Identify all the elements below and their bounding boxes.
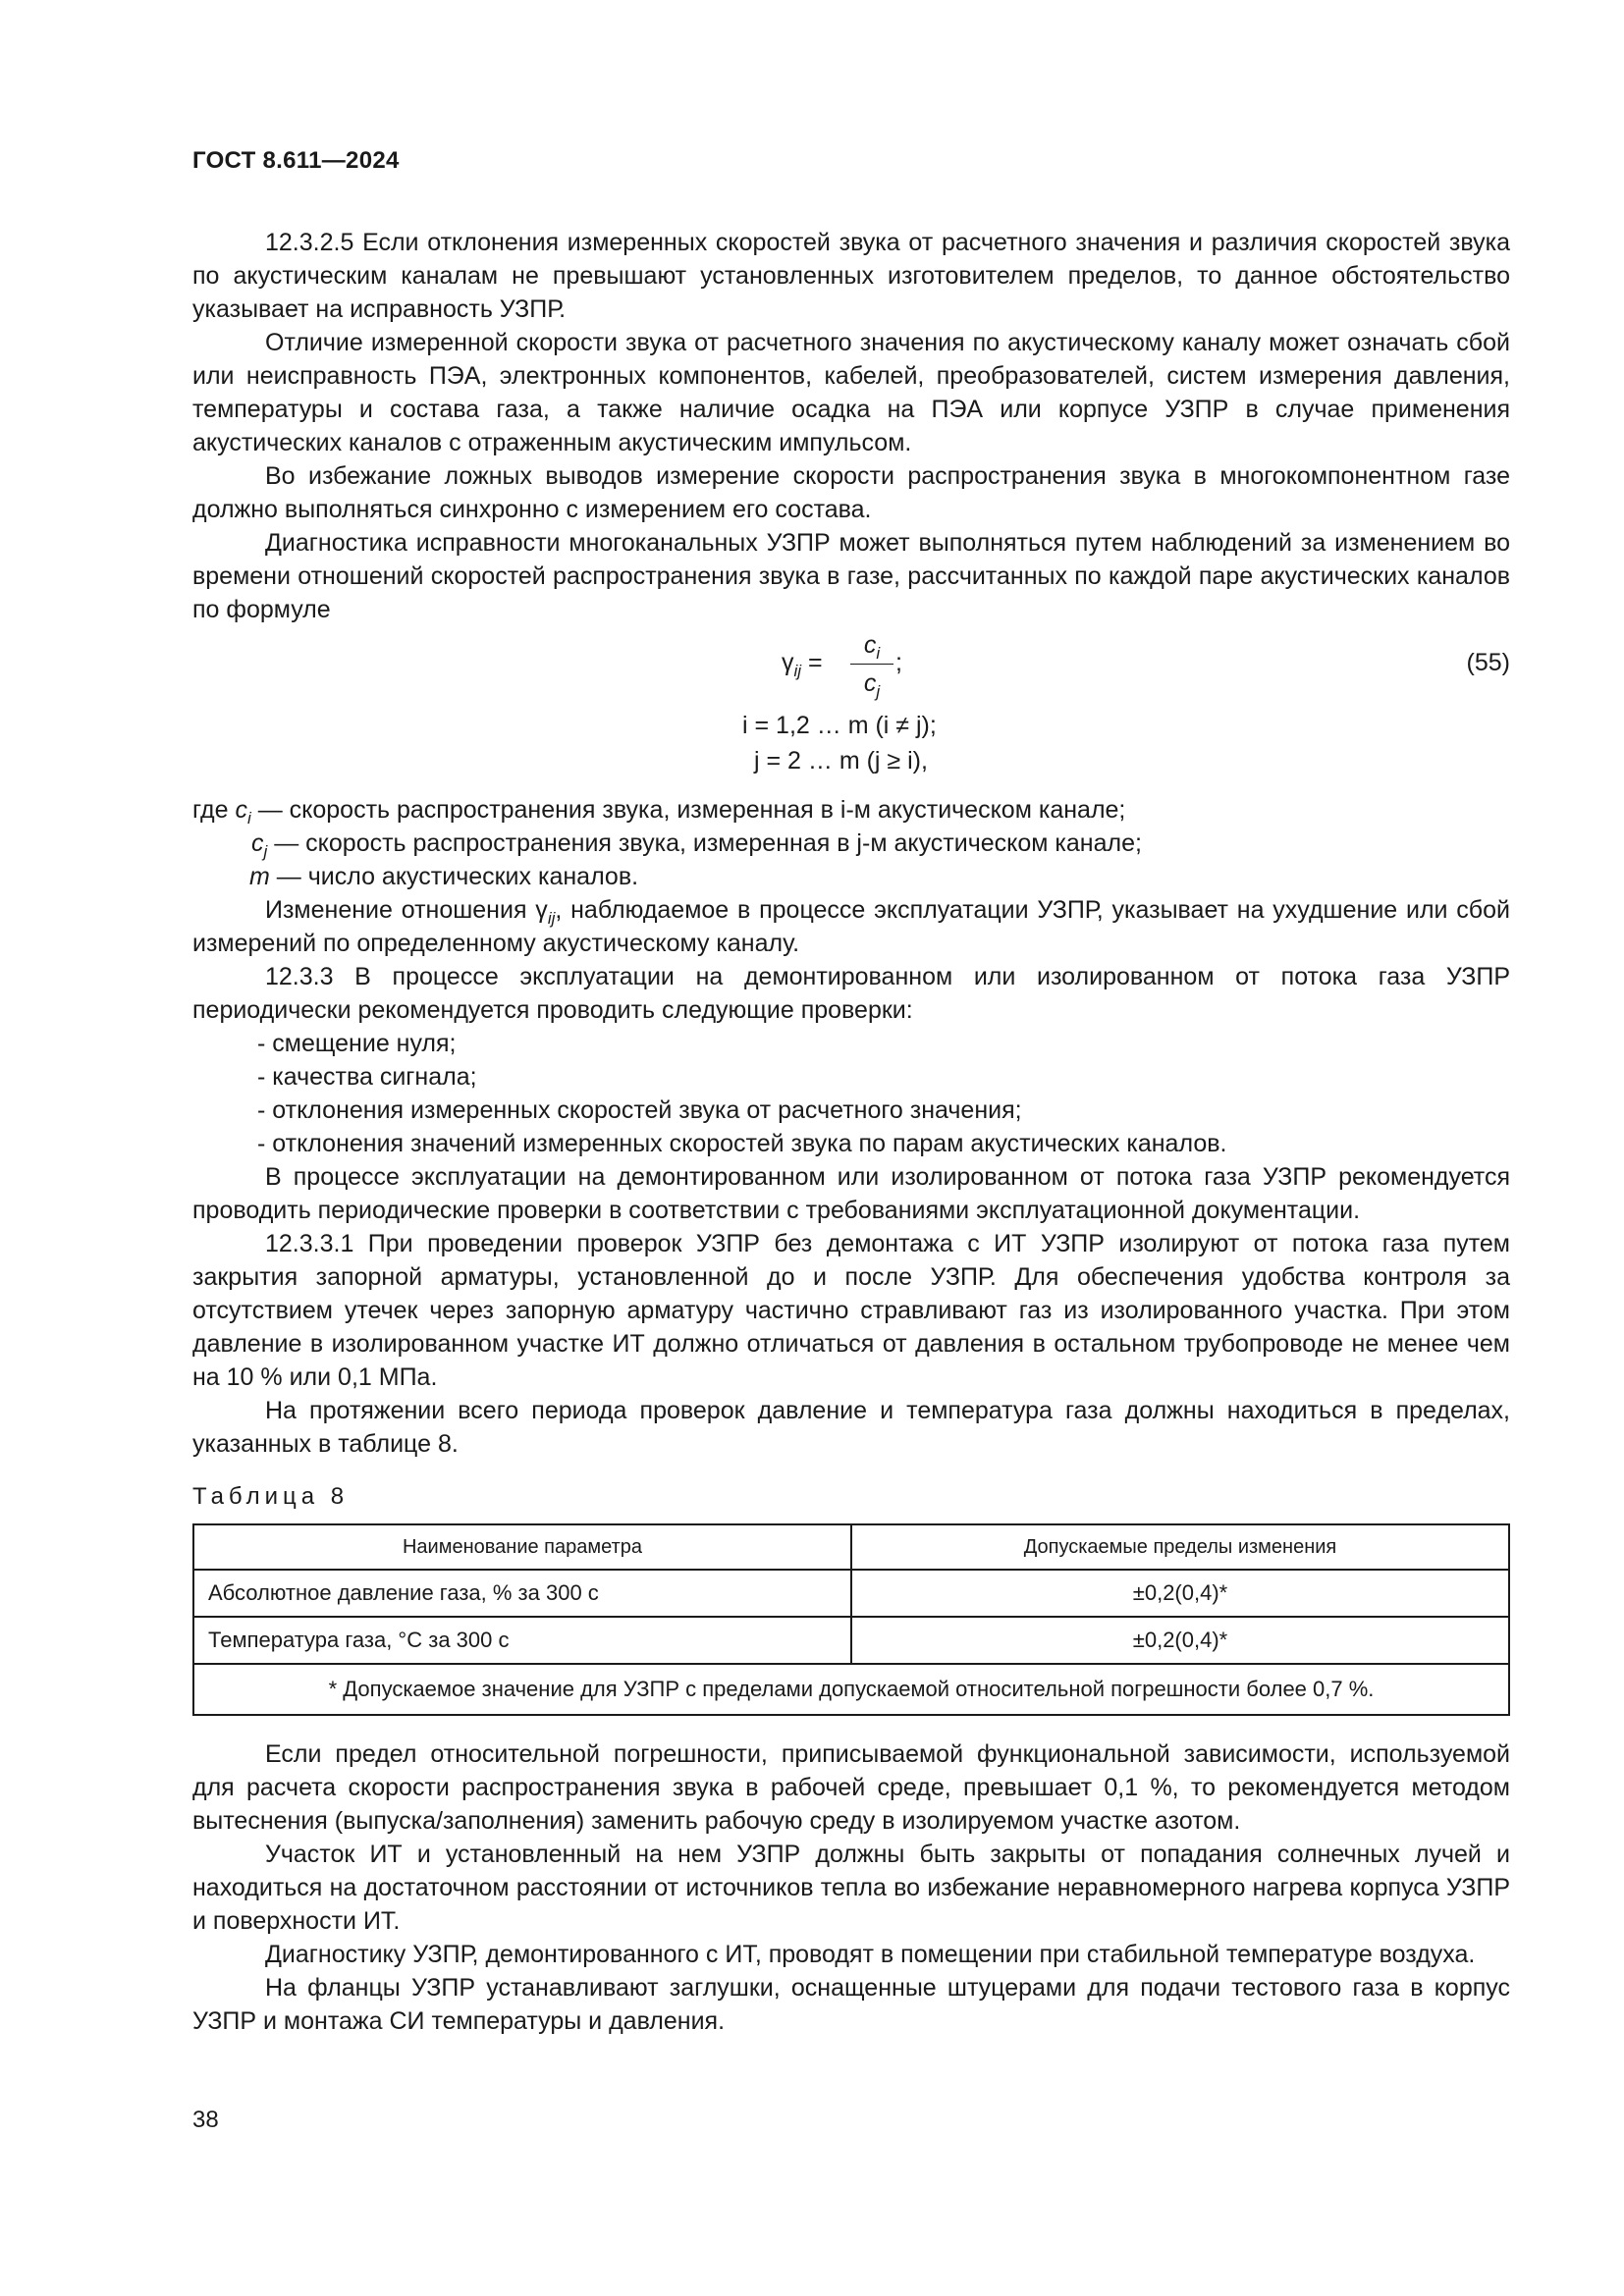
formula-number: (55)	[1466, 649, 1510, 676]
document-header: ГОСТ 8.611—2024	[192, 147, 400, 174]
paragraph-gamma-change: Изменение отношения $\gamma_{ij}$, наблюдаемое в процессе эксплуатации УЗПР, указывает на ухудшение или сбой измерений по определенному акустическому каналу.	[192, 896, 1510, 957]
legend-text: — скорость распространения звука, измеренная в j-м акустическом канале;	[274, 829, 1142, 857]
legend-symbol-sub: i	[246, 809, 251, 828]
list-item: - смещение нуля;	[257, 1030, 457, 1057]
list-item: - отклонения значений измеренных скоростей звука по парам акустических каналов.	[257, 1130, 1227, 1157]
formula-lhs: γ	[782, 649, 794, 676]
formula-condition-i: i = 1,2 … m (i ≠ j);	[742, 712, 937, 739]
formula-condition-j: j = 2 … m (j ≥ i),	[754, 747, 928, 774]
paragraph-room-diagnostics: Диагностику УЗПР, демонтированного с ИТ, проводят в помещении при стабильной температуре воздуха.	[265, 1941, 1476, 1968]
paragraph-flanges: На фланцы УЗПР устанавливают заглушки, оснащенные штуцерами для подачи тестового газа в корпус УЗПР и монтажа СИ температуры и давления.	[192, 1974, 1510, 2035]
legend-symbol: m	[249, 863, 270, 890]
formula-denominator-sub: j	[876, 682, 881, 701]
table-note: * Допускаемое значение для УЗПР с пределами допускаемой относительной погрешности более 0,7 %.	[193, 1664, 1509, 1715]
list-item: - качества сигнала;	[257, 1063, 477, 1091]
legend-where: где	[192, 796, 229, 824]
table-8	[192, 1523, 1510, 1716]
paragraph-12-3-3: 12.3.3 В процессе эксплуатации на демонтированном или изолированном от потока газа УЗПР периодически рекомендуется проводить следующие проверки:	[192, 963, 1510, 1024]
table-cell: ±0,2(0,4)*	[851, 1570, 1509, 1617]
formula-equals: =	[808, 649, 823, 676]
paragraph-12-3-3-1: 12.3.3.1 При проведении проверок УЗПР без демонтажа с ИТ УЗПР изолируют от потока газа путем закрытия запорной арматуры, установленной до и после УЗПР. Для обеспечения удобства контроля за отсутствием утечек через запорную арматуру частично стравливают газ из изолированного участка. При этом давление в изолированном участке ИТ должно отличаться от давления в остальном трубопроводе не менее чем на 10 % или 0,1 МПа.	[192, 1230, 1510, 1391]
body-text	[192, 226, 1510, 2038]
table-cell: Абсолютное давление газа, % за 300 с	[193, 1570, 851, 1617]
table-row	[193, 1617, 1509, 1664]
formula-fraction	[850, 628, 893, 700]
paragraph-diagnostics: Диагностика исправности многоканальных УЗПР может выполняться путем наблюдений за изменением во времени отношений скоростей распространения звука в газе, рассчитанных по каждой паре акустических каналов по формуле	[192, 529, 1510, 623]
paragraph-limits: На протяжении всего периода проверок давление и температура газа должны находиться в пределах, указанных в таблице 8.	[192, 1397, 1510, 1458]
table-caption: Таблица 8	[192, 1483, 350, 1510]
legend-text: — скорость распространения звука, измеренная в i-м акустическом канале;	[257, 796, 1126, 824]
legend-text: — число акустических каналов.	[276, 863, 639, 890]
legend-symbol-sub: j	[263, 842, 268, 861]
legend-row-m	[249, 860, 638, 893]
paragraph-avoid-false: Во избежание ложных выводов измерение скорости распространения звука в многокомпонентном газе должно выполняться синхронно с измерением его состава.	[192, 462, 1510, 523]
formula-semicolon: ;	[895, 649, 902, 676]
formula-denominator: c	[863, 669, 877, 697]
formula-55	[192, 626, 1510, 793]
paragraph-12-3-2-5: 12.3.2.5 Если отклонения измеренных скоростей звука от расчетного значения и различия скоростей звука по акустическим каналам не превышают установленных изготовителем пределов, то данное обстоятельство указывает на исправность УЗПР.	[192, 229, 1510, 323]
page-number: 38	[192, 2107, 219, 2133]
formula-legend	[192, 793, 1510, 893]
table-note-row	[193, 1664, 1509, 1715]
paragraph-deviation: Отличие измеренной скорости звука от расчетного значения по акустическому каналу может означать сбой или неисправность ПЭА, электронных компонентов, кабелей, преобразователей, систем измерения давления, температуры и состава газа, а также наличие осадка на ПЭА или корпусе УЗПР в случае применения акустических каналов с отраженным акустическим импульсом.	[192, 329, 1510, 456]
table-row	[193, 1570, 1509, 1617]
paragraph-periodic-checks: В процессе эксплуатации на демонтированном или изолированном от потока газа УЗПР рекомендуется проводить периодические проверки в соответствии с требованиями эксплуатационной документации.	[192, 1163, 1510, 1224]
legend-row-cj	[251, 827, 1142, 860]
table-cell: Температура газа, °С за 300 с	[193, 1617, 851, 1664]
table-header-cell: Допускаемые пределы изменения	[851, 1524, 1509, 1570]
list-item: - отклонения измеренных скоростей звука от расчетного значения;	[257, 1096, 1022, 1124]
formula-numerator: c	[863, 631, 877, 659]
formula-numerator-sub: i	[876, 644, 881, 663]
table-cell: ±0,2(0,4)*	[851, 1617, 1509, 1664]
legend-symbol: c	[235, 796, 247, 824]
legend-symbol: c	[251, 829, 264, 857]
formula-lhs-sub: ij	[793, 662, 802, 680]
legend-row-ci	[192, 793, 1125, 827]
after-table-section	[192, 1737, 1510, 2038]
paragraph-sunlight: Участок ИТ и установленный на нем УЗПР должны быть закрыты от попадания солнечных лучей и находиться на достаточном расстоянии от источников тепла во избежание неравномерного нагрева корпуса УЗПР и поверхности ИТ.	[192, 1841, 1510, 1935]
paragraph-nitrogen: Если предел относительной погрешности, приписываемой функциональной зависимости, используемой для расчета скорости распространения звука в рабочей среде, превышает 0,1 %, то рекомендуется методом вытеснения (выпуска/заполнения) заменить рабочую среду в изолируемом участке азотом.	[192, 1740, 1510, 1835]
table-header-row	[193, 1524, 1509, 1570]
table-header-cell: Наименование параметра	[193, 1524, 851, 1570]
